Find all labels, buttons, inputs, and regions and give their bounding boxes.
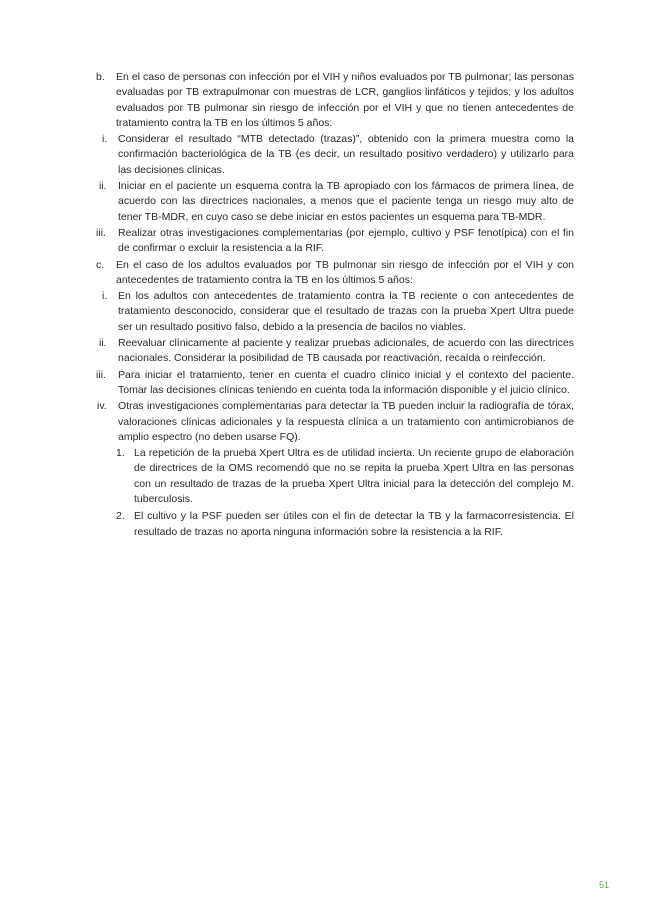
list-item-c-iv-1 [96,446,574,507]
list-marker: c. [96,258,105,271]
list-item-text: Reevaluar clínicamente al paciente y realizar pruebas adicionales, de acuerdo con las directrices nacionales. Considerar la posibilidad de TB causada por reactivación, recaída o reinfección. [118,337,574,365]
list-marker: 1. [116,447,125,460]
list-item-c-iii [96,368,574,399]
list-item-c-iv-2 [96,509,574,540]
list-item-text: En el caso de personas con infección por el VIH y niños evaluados por TB pulmonar; las personas evaluadas por TB extrapulmonar con muestras de LCR, ganglios linfáticos y tejidos; y los adultos evaluados por TB pulmonar sin riesgo de infección por el VIH y que no tienen antecedentes de tratamiento contra la TB en los últimos 5 años: [116,71,574,129]
list-marker: ii. [99,337,107,350]
list-marker: 2. [116,510,125,523]
list-item-text: Otras investigaciones complementarias para detectar la TB pueden incluir la radiografía de tórax, valoraciones clínicas adicionales y la respuesta clínica a un tratamiento con antimicrobianos de amplio espectro (no deben usarse FQ). [118,400,574,443]
list-item-b-iii [96,226,574,257]
list-marker: b. [96,71,105,83]
list-item-text: Considerar el resultado “MTB detectado (trazas)”, obtenido con la primera muestra como la confirmación bacteriológica de la TB (es decir, un resultado positivo verdadero) y utilizarlo para las decisiones clínicas. [118,133,574,176]
list-marker: iv. [97,400,107,413]
list-item-text: Realizar otras investigaciones complementarias (por ejemplo, cultivo y PSF fenotípica) con el fin de confirmar o excluir la resistencia a la RIF. [118,226,574,255]
list-item-c-iv [96,399,574,445]
list-item-c [96,258,574,289]
list-marker: ii. [99,180,107,193]
list-item-text: La repetición de la prueba Xpert Ultra es de utilidad incierta. Un reciente grupo de elaboración de directrices de la OMS recomendó que no se repita la prueba Xpert Ultra en las personas con un resultado de trazas de la prueba Xpert Ultra inicial para la detección del complejo M. tuberculosis. [134,447,574,506]
document-body [96,70,574,542]
list-item-c-ii [96,336,574,367]
list-marker: iii. [96,226,106,239]
list-marker: i. [102,133,108,146]
list-item-b-ii [96,179,574,225]
list-item-text: Iniciar en el paciente un esquema contra la TB apropiado con los fármacos de primera línea, de acuerdo con las directrices nacionales, a menos que el paciente tenga un riesgo muy alto de tener TB-MDR, en cuyo caso se debe iniciar en estos pacientes un esquema para TB-MDR. [118,180,574,223]
list-item-b [96,70,574,131]
list-marker: iii. [96,368,106,381]
page-number: 51 [598,880,609,890]
list-item-text: En los adultos con antecedentes de tratamiento contra la TB reciente o con antecedentes de tratamiento desconocido, considerar que el resultado de trazas con la prueba Xpert Ultra puede ser un resultado positivo falso, debido a la presencia de bacilos no viables. [118,290,574,333]
list-item-text: En el caso de los adultos evaluados por TB pulmonar sin riesgo de infección por el VIH y con antecedentes de tratamiento contra la TB en los últimos 5 años: [116,258,574,286]
list-item-b-i [96,132,574,178]
list-item-text: El cultivo y la PSF pueden ser útiles con el fin de detectar la TB y la farmacorresistencia. El resultado de trazas no aporta ninguna información sobre la resistencia a la RIF. [134,510,574,538]
list-item-text: Para iniciar el tratamiento, tener en cuenta el cuadro clínico inicial y el contexto del paciente. Tomar las decisiones clínicas teniendo en cuenta toda la información disponible y el juicio clínico. [118,368,574,396]
list-marker: i. [102,290,108,303]
list-item-c-i [96,289,574,335]
